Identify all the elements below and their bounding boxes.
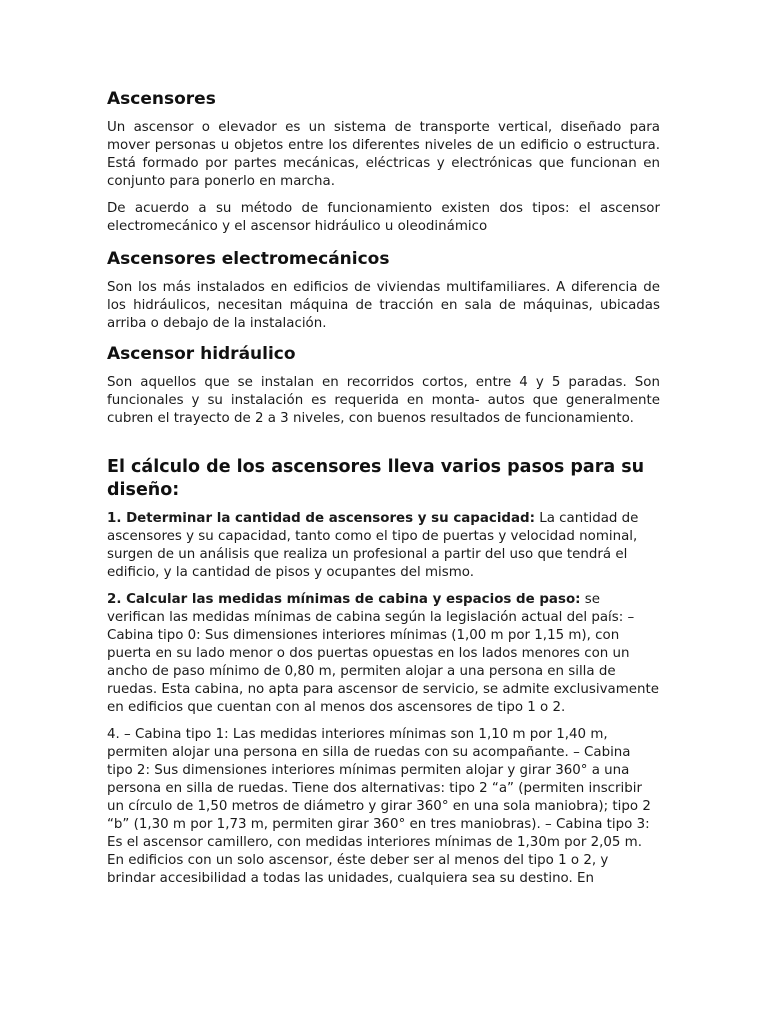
paragraph-ascensores-tipos: De acuerdo a su método de funcionamiento existen dos tipos: el ascensor electromecánico y el ascensor hidráulico u oleodinámico [107, 201, 660, 234]
paragraph-step-4: 4. – Cabina tipo 1: Las medidas interiores mínimas son 1,10 m por 1,40 m, permiten alojar una persona en silla de ruedas con su acompañante. – Cabina tipo 2: Sus dimensiones interiores mínimas permiten alojar y girar 360° a una persona en silla de ruedas. Tiene dos alternativas: tipo 2 “a” (permiten inscribir un círculo de 1,50 metros de diámetro y girar 360° en una sola maniobra); tipo 2 “b” (1,30 m por 1,73 m, permiten girar 360° en tres maniobras). – Cabina tipo 3: Es el ascensor camillero, con medidas interiores mínimas de 1,30m por 2,05 m. En edificios con un solo ascensor, éste deber ser al menos del tipo 1 o 2, y brindar accesibilidad a todas las unidades, cualquiera sea su destino. En [107, 727, 651, 886]
heading-ascensores: Ascensores [107, 89, 216, 109]
step-1-text: La cantidad de ascensores y su capacidad, tanto como el tipo de puertas y velocidad nominal, surgen de un análisis que realiza un profesional a partir del uso que tendrá el edificio, y la cantidad de pisos y ocupantes del mismo. [107, 511, 639, 580]
step-1-lead: 1. Determinar la cantidad de ascensores y su capacidad: [107, 511, 535, 526]
heading-calculo: El cálculo de los ascensores lleva varios pasos para su diseño: [107, 457, 645, 500]
paragraph-step-2 [107, 591, 660, 717]
paragraph-ascensores-intro: Un ascensor o elevador es un sistema de transporte vertical, diseñado para mover personas u objetos entre los diferentes niveles de un edificio o estructura. Está formado por partes mecánicas, eléctricas y electrónicas que funcionan en conjunto para ponerlo en marcha. [107, 120, 660, 189]
paragraph-step-1 [107, 510, 660, 582]
step-2-lead: 2. Calcular las medidas mínimas de cabina y espacios de paso: [107, 592, 581, 607]
document-page [107, 88, 660, 897]
paragraph-electromecanicos: Son los más instalados en edificios de viviendas multifamiliares. A diferencia de los hidráulicos, necesitan máquina de tracción en sala de máquinas, ubicadas arriba o debajo de la instalación. [107, 280, 660, 331]
heading-electromecanicos: Ascensores electromecánicos [107, 249, 390, 269]
heading-hidraulico: Ascensor hidráulico [107, 344, 296, 364]
paragraph-hidraulico: Son aquellos que se instalan en recorridos cortos, entre 4 y 5 paradas. Son funcionales y su instalación es requerida en monta- autos que generalmente cubren el trayecto de 2 a 3 niveles, con buenos resultados de funcionamiento. [107, 375, 660, 426]
step-2-text: se verifican las medidas mínimas de cabina según la legislación actual del país: – Cabina tipo 0: Sus dimensiones interiores mínimas (1,00 m por 1,15 m), con puerta en su lado menor o dos puertas opuestas en los lados menores con un ancho de paso mínimo de 0,80 m, permiten alojar a una persona en silla de ruedas. Esta cabina, no apta para ascensor de servicio, se admite exclusivamente en edificios que cuentan con al menos dos ascensores de tipo 1 o 2. [107, 592, 659, 715]
